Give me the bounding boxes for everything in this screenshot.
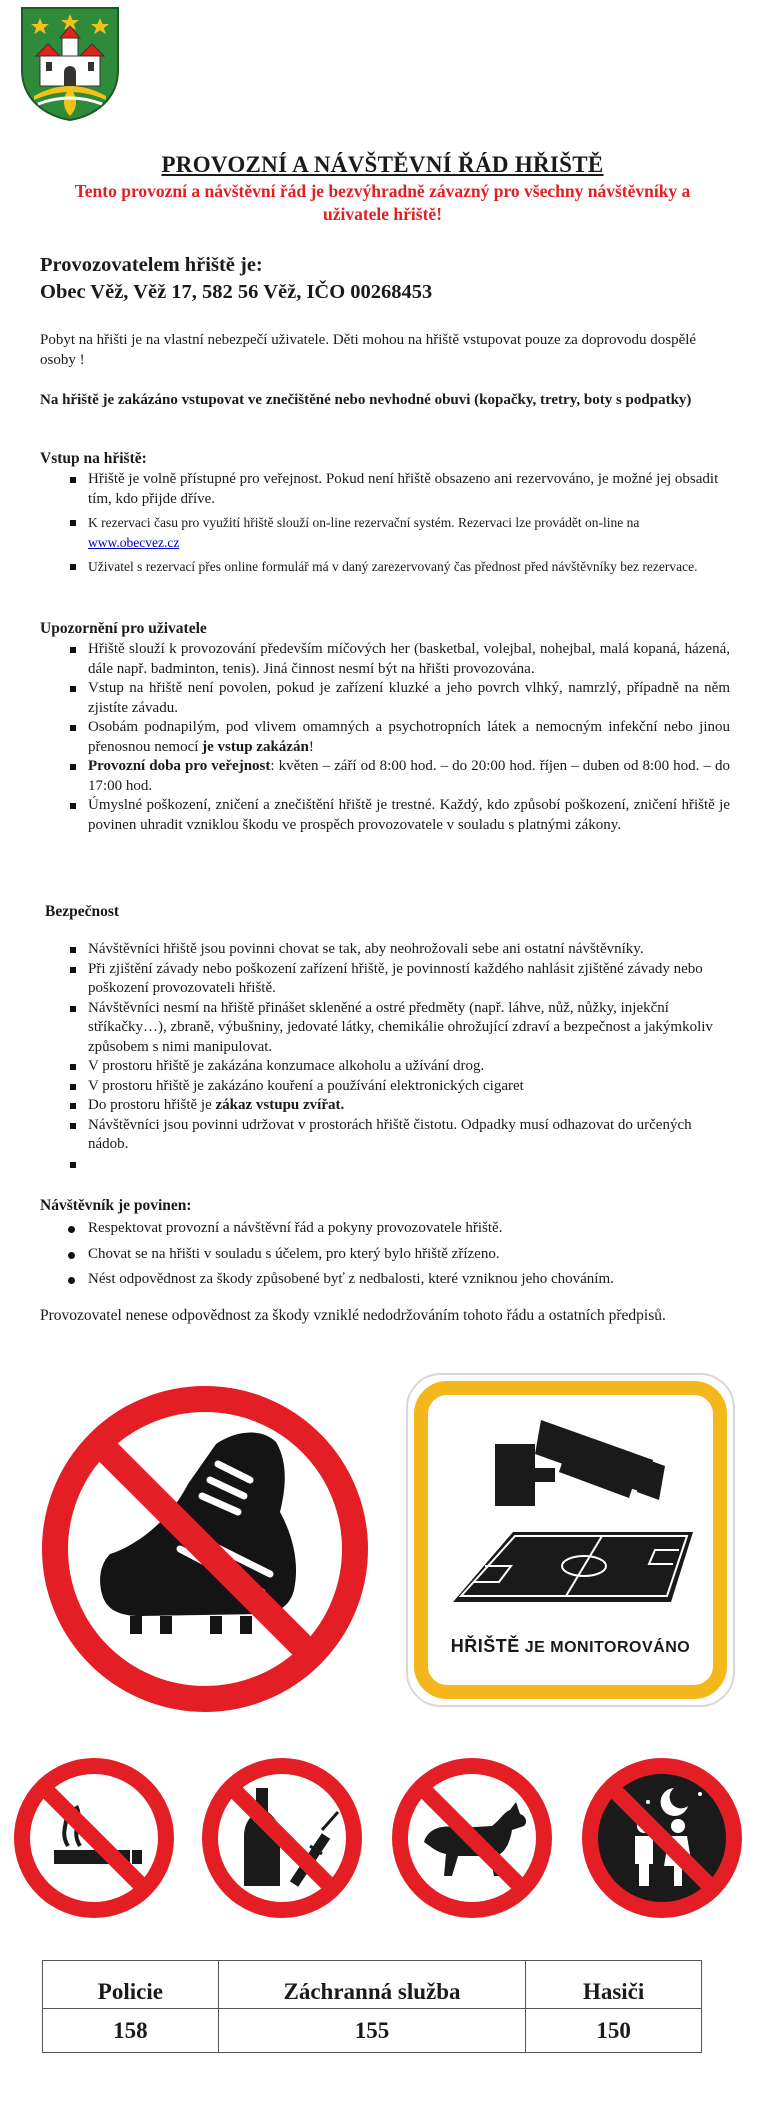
list-item: Při zjištění závady nebo poškození zařízení hřiště, je povinností každého nahlásit zjištěné závady nebo poškození provozovateli hřiště.: [88, 960, 730, 999]
list-item: Hřiště slouží k provozování především míčových her (basketbal, volejbal, nohejbal, malá kopaná, házená, dále např. badminton, tenis). Jiná činnost nesmí být na hřišti provozována.: [88, 640, 730, 679]
list-item-empty: [88, 1155, 730, 1174]
list-item: Respektovat provozní a návštěvní řád a pokyny provozovatele hřiště.: [88, 1219, 730, 1239]
no-studded-shoes-icon: [40, 1384, 370, 1714]
list-item: [88, 513, 730, 553]
opening-hours-text: : květen – září od 8:00 hod. – do 20:00 hod. říjen – duben od 8:00 hod. – do 17:00 hod.: [88, 758, 730, 794]
page-title: PROVOZNÍ A NÁVŠTĚVNÍ ŘÁD HŘIŠTĚ: [161, 152, 604, 177]
list-item-text: K rezervaci času pro využití hřiště slouží on-line rezervační systém. Rezervaci lze provádět on-line na: [88, 515, 640, 530]
list-item: Návštěvníci nesmí na hřiště přinášet skleněné a ostré předměty (např. láhve, nůž, nůžky, injekční stříkačky…), zbraně, výbušniny, jedovaté látky, chemikálie ohrožující zdraví a bezpečnost a jakýmkoliv způsobem s nimi manipulovat.: [88, 999, 730, 1058]
safety-list: [88, 940, 730, 1174]
no-alcohol-drugs-icon: [198, 1754, 366, 1922]
list-item: Návštěvníci hřiště jsou povinni chovat se tak, aby neohrožovali sebe ani ostatní návštěvníky.: [88, 940, 730, 960]
entry-heading: Vstup na hřiště:: [40, 450, 147, 467]
police-header: Policie: [43, 1961, 219, 2009]
operator-details: Obec Věž, Věž 17, 582 56 Věž, IČO 00268453: [40, 281, 433, 303]
shoes-paragraph: Na hřiště je zakázáno vstupovat ve znečištěné nebo nevhodné obuvi (kopačky, tretry, boty s podpatky): [40, 392, 692, 408]
opening-hours-label: Provozní doba pro veřejnost: [88, 758, 271, 774]
list-item: [88, 1096, 730, 1116]
list-item: [88, 757, 730, 796]
emergency-numbers-table: [42, 1960, 702, 2053]
page-subtitle: Tento provozní a návštěvní řád je bezvýhradně závazný pro všechny návštěvníky a uživatele hřiště!: [74, 181, 691, 224]
safety-heading: Bezpečnost: [45, 903, 120, 920]
camera-label-bold: HŘIŠTĚ: [450, 1636, 520, 1656]
list-item-bold: je vstup zakázán: [202, 738, 309, 755]
visitor-heading: Návštěvník je povinen:: [40, 1197, 192, 1214]
no-entry-at-night-icon: [578, 1754, 746, 1922]
no-smoking-icon: [10, 1754, 178, 1922]
no-dogs-icon: [388, 1754, 556, 1922]
firefighters-header: Hasiči: [526, 1961, 702, 2009]
list-item-text: Osobám podnapilým, pod vlivem omamných a psychotropních látek a nemocným infekční nebo jinou přenosnou nemocí: [88, 719, 730, 755]
list-item: Uživatel s rezervací přes online formulář má v daný zarezervovaný čas přednost před návštěvníky bez rezervace.: [88, 557, 730, 577]
warnings-list: [88, 640, 730, 835]
list-item: Návštěvníci jsou povinni udržovat v prostorách hřiště čistotu. Odpadky musí odhazovat do určených nádob.: [88, 1116, 730, 1155]
list-item-text: Do prostoru hřiště je: [88, 1097, 216, 1113]
operator-block: [40, 252, 730, 306]
camera-sign-label: [451, 1635, 690, 1656]
visitor-list: [88, 1219, 730, 1296]
warnings-heading: Upozornění pro uživatele: [40, 620, 207, 637]
list-item: V prostoru hřiště je zakázáno kouření a používání elektronických cigaret: [88, 1077, 730, 1097]
firefighters-number: 150: [526, 2009, 702, 2053]
list-item: V prostoru hřiště je zakázána konzumace alkoholu a užívání drog.: [88, 1057, 730, 1077]
liability-paragraph: Provozovatel nenese odpovědnost za škody vzniklé nedodržováním tohoto řádu a ostatních předpisů.: [40, 1307, 666, 1324]
coat-of-arms-icon: [18, 4, 122, 122]
table-row: [43, 2009, 702, 2053]
list-item: [88, 718, 730, 757]
ambulance-number: 155: [218, 2009, 526, 2053]
list-item: Chovat se na hřišti v souladu s účelem, pro který bylo hřiště zřízeno.: [88, 1245, 730, 1265]
operator-label: Provozovatelem hřiště je:: [40, 254, 263, 276]
entry-list: [88, 470, 730, 581]
list-item: Vstup na hřiště není povolen, pokud je zařízení kluzké a jeho povrch vlhký, namrzlý, případně na něm zjistíte závadu.: [88, 679, 730, 718]
camera-monitoring-sign: [403, 1370, 738, 1710]
risk-paragraph: Pobyt na hřišti je na vlastní nebezpečí uživatele. Děti mohou na hřiště vstupovat pouze za doprovodu dospělé osoby !: [40, 332, 697, 368]
list-item: Úmyslné poškození, zničení a znečištění hřiště je trestné. Každý, kdo způsobí poškození, zničení hřiště je povinen uhradit vzniklou škodu ve prospěch provozovatele v souladu s platnými zákony.: [88, 796, 730, 835]
list-item-end: !: [308, 738, 314, 755]
list-item-bold: zákaz vstupu zvířat.: [215, 1097, 345, 1113]
camera-label-rest: JE MONITOROVÁNO: [519, 1639, 691, 1656]
table-header-row: [43, 1961, 702, 2009]
list-item: Hřiště je volně přístupné pro veřejnost. Pokud není hřiště obsazeno ani rezervováno, je možné jej obsadit tím, kdo přijde dříve.: [88, 470, 730, 509]
list-item: Nést odpovědnost za škody způsobené byť z nedbalosti, které vzniknou jeho chováním.: [88, 1270, 730, 1290]
website-link[interactable]: www.obecvez.cz: [88, 535, 180, 550]
ambulance-header: Záchranná služba: [218, 1961, 526, 2009]
police-number: 158: [43, 2009, 219, 2053]
